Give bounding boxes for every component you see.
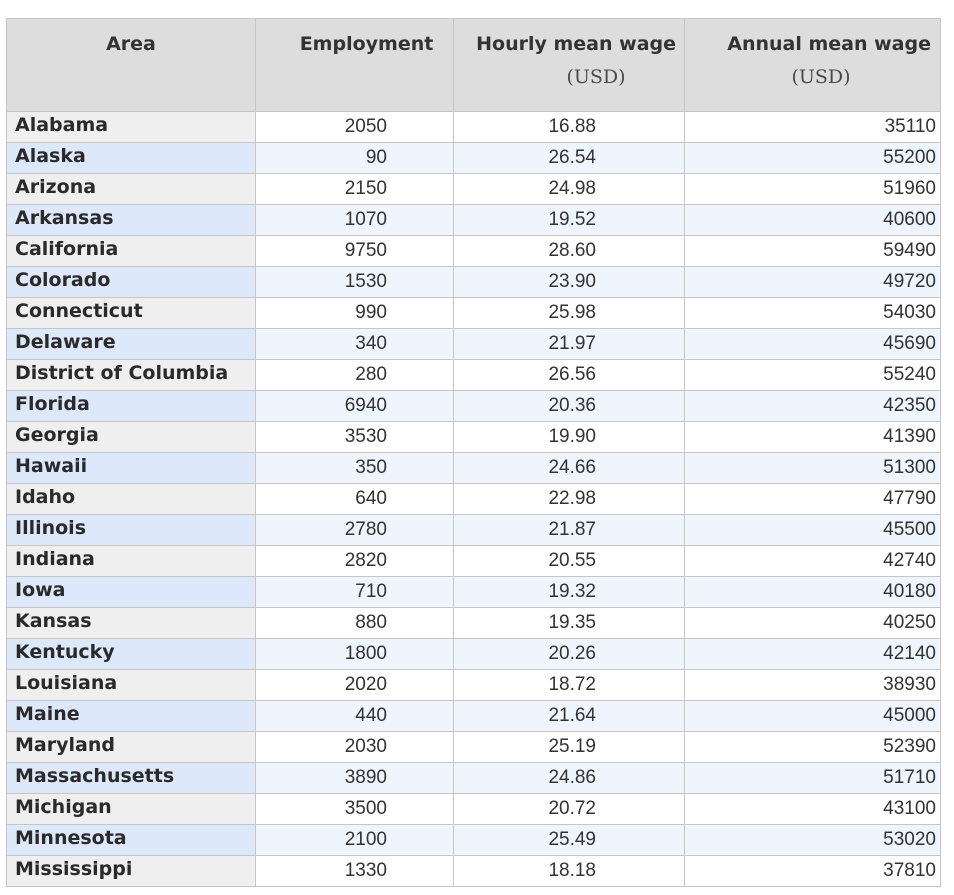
area-cell: Kansas xyxy=(7,608,256,639)
employment-cell: 90 xyxy=(256,143,454,174)
area-cell: District of Columbia xyxy=(7,360,256,391)
header-hourly-wage xyxy=(454,19,685,112)
area-cell: Maryland xyxy=(7,732,256,763)
area-cell: California xyxy=(7,236,256,267)
area-cell: Florida xyxy=(7,391,256,422)
hourly-wage-cell: 23.90 xyxy=(454,267,685,298)
header-area xyxy=(7,19,256,112)
annual-wage-cell: 42140 xyxy=(685,639,941,670)
wage-table-container xyxy=(6,18,940,887)
annual-wage-cell: 40600 xyxy=(685,205,941,236)
area-cell: Michigan xyxy=(7,794,256,825)
annual-wage-cell: 51710 xyxy=(685,763,941,794)
table-row xyxy=(7,732,941,763)
hourly-wage-cell: 18.72 xyxy=(454,670,685,701)
hourly-wage-cell: 24.86 xyxy=(454,763,685,794)
employment-cell: 2820 xyxy=(256,546,454,577)
employment-cell: 1800 xyxy=(256,639,454,670)
annual-wage-cell: 45690 xyxy=(685,329,941,360)
employment-cell: 710 xyxy=(256,577,454,608)
table-row xyxy=(7,391,941,422)
employment-cell: 3530 xyxy=(256,422,454,453)
table-row xyxy=(7,701,941,732)
area-cell: Arkansas xyxy=(7,205,256,236)
annual-wage-cell: 37810 xyxy=(685,856,941,887)
hourly-wage-cell: 19.52 xyxy=(454,205,685,236)
employment-cell: 990 xyxy=(256,298,454,329)
employment-cell: 3890 xyxy=(256,763,454,794)
header-annual-wage xyxy=(685,19,941,112)
employment-cell: 2150 xyxy=(256,174,454,205)
employment-cell: 9750 xyxy=(256,236,454,267)
employment-cell: 280 xyxy=(256,360,454,391)
table-row xyxy=(7,763,941,794)
area-cell: Hawaii xyxy=(7,453,256,484)
table-row xyxy=(7,298,941,329)
table-row xyxy=(7,515,941,546)
area-cell: Connecticut xyxy=(7,298,256,329)
area-cell: Iowa xyxy=(7,577,256,608)
header-area-label: Area xyxy=(106,33,156,55)
annual-wage-cell: 49720 xyxy=(685,267,941,298)
hourly-wage-cell: 19.32 xyxy=(454,577,685,608)
hourly-wage-cell: 21.64 xyxy=(454,701,685,732)
employment-cell: 350 xyxy=(256,453,454,484)
employment-cell: 1070 xyxy=(256,205,454,236)
hourly-wage-cell: 18.18 xyxy=(454,856,685,887)
hourly-wage-cell: 26.54 xyxy=(454,143,685,174)
annual-wage-cell: 35110 xyxy=(685,112,941,143)
header-employment-label: Employment xyxy=(299,33,434,55)
area-cell: Georgia xyxy=(7,422,256,453)
table-row xyxy=(7,174,941,205)
area-cell: Massachusetts xyxy=(7,763,256,794)
table-row xyxy=(7,453,941,484)
annual-wage-cell: 52390 xyxy=(685,732,941,763)
table-row xyxy=(7,143,941,174)
table-row xyxy=(7,639,941,670)
hourly-wage-cell: 20.36 xyxy=(454,391,685,422)
hourly-wage-cell: 25.49 xyxy=(454,825,685,856)
annual-wage-cell: 45500 xyxy=(685,515,941,546)
annual-wage-cell: 43100 xyxy=(685,794,941,825)
annual-wage-cell: 53020 xyxy=(685,825,941,856)
annual-wage-cell: 42350 xyxy=(685,391,941,422)
hourly-wage-cell: 21.97 xyxy=(454,329,685,360)
area-cell: Kentucky xyxy=(7,639,256,670)
table-row xyxy=(7,329,941,360)
hourly-wage-cell: 26.56 xyxy=(454,360,685,391)
hourly-wage-cell: 20.26 xyxy=(454,639,685,670)
employment-cell: 2020 xyxy=(256,670,454,701)
hourly-wage-cell: 25.19 xyxy=(454,732,685,763)
table-row xyxy=(7,267,941,298)
wage-table xyxy=(6,18,941,887)
area-cell: Arizona xyxy=(7,174,256,205)
header-hourly-unit: (USD) xyxy=(566,66,626,88)
area-cell: Delaware xyxy=(7,329,256,360)
table-row xyxy=(7,577,941,608)
table-body xyxy=(7,112,941,887)
hourly-wage-cell: 24.66 xyxy=(454,453,685,484)
table-row xyxy=(7,360,941,391)
table-row xyxy=(7,608,941,639)
table-row xyxy=(7,112,941,143)
annual-wage-cell: 45000 xyxy=(685,701,941,732)
area-cell: Colorado xyxy=(7,267,256,298)
table-row xyxy=(7,825,941,856)
employment-cell: 1530 xyxy=(256,267,454,298)
annual-wage-cell: 42740 xyxy=(685,546,941,577)
hourly-wage-cell: 24.98 xyxy=(454,174,685,205)
area-cell: Alabama xyxy=(7,112,256,143)
table-row xyxy=(7,422,941,453)
area-cell: Indiana xyxy=(7,546,256,577)
hourly-wage-cell: 28.60 xyxy=(454,236,685,267)
annual-wage-cell: 38930 xyxy=(685,670,941,701)
table-row xyxy=(7,794,941,825)
employment-cell: 6940 xyxy=(256,391,454,422)
table-row xyxy=(7,670,941,701)
employment-cell: 1330 xyxy=(256,856,454,887)
area-cell: Minnesota xyxy=(7,825,256,856)
employment-cell: 2780 xyxy=(256,515,454,546)
header-row xyxy=(7,19,941,112)
hourly-wage-cell: 22.98 xyxy=(454,484,685,515)
annual-wage-cell: 41390 xyxy=(685,422,941,453)
employment-cell: 640 xyxy=(256,484,454,515)
annual-wage-cell: 40180 xyxy=(685,577,941,608)
area-cell: Alaska xyxy=(7,143,256,174)
annual-wage-cell: 54030 xyxy=(685,298,941,329)
header-annual-unit: (USD) xyxy=(791,66,851,88)
hourly-wage-cell: 19.90 xyxy=(454,422,685,453)
area-cell: Maine xyxy=(7,701,256,732)
hourly-wage-cell: 25.98 xyxy=(454,298,685,329)
annual-wage-cell: 59490 xyxy=(685,236,941,267)
annual-wage-cell: 40250 xyxy=(685,608,941,639)
employment-cell: 2050 xyxy=(256,112,454,143)
annual-wage-cell: 51960 xyxy=(685,174,941,205)
employment-cell: 3500 xyxy=(256,794,454,825)
table-row xyxy=(7,236,941,267)
employment-cell: 2030 xyxy=(256,732,454,763)
table-row xyxy=(7,484,941,515)
header-hourly-label: Hourly mean wage xyxy=(476,33,676,55)
header-employment xyxy=(256,19,454,112)
annual-wage-cell: 51300 xyxy=(685,453,941,484)
annual-wage-cell: 55240 xyxy=(685,360,941,391)
hourly-wage-cell: 20.72 xyxy=(454,794,685,825)
table-header xyxy=(7,19,941,112)
area-cell: Louisiana xyxy=(7,670,256,701)
area-cell: Mississippi xyxy=(7,856,256,887)
table-row xyxy=(7,856,941,887)
employment-cell: 880 xyxy=(256,608,454,639)
table-row xyxy=(7,205,941,236)
hourly-wage-cell: 19.35 xyxy=(454,608,685,639)
area-cell: Illinois xyxy=(7,515,256,546)
annual-wage-cell: 55200 xyxy=(685,143,941,174)
area-cell: Idaho xyxy=(7,484,256,515)
employment-cell: 2100 xyxy=(256,825,454,856)
hourly-wage-cell: 21.87 xyxy=(454,515,685,546)
annual-wage-cell: 47790 xyxy=(685,484,941,515)
hourly-wage-cell: 20.55 xyxy=(454,546,685,577)
hourly-wage-cell: 16.88 xyxy=(454,112,685,143)
employment-cell: 440 xyxy=(256,701,454,732)
table-row xyxy=(7,546,941,577)
header-annual-label: Annual mean wage xyxy=(727,33,931,55)
employment-cell: 340 xyxy=(256,329,454,360)
